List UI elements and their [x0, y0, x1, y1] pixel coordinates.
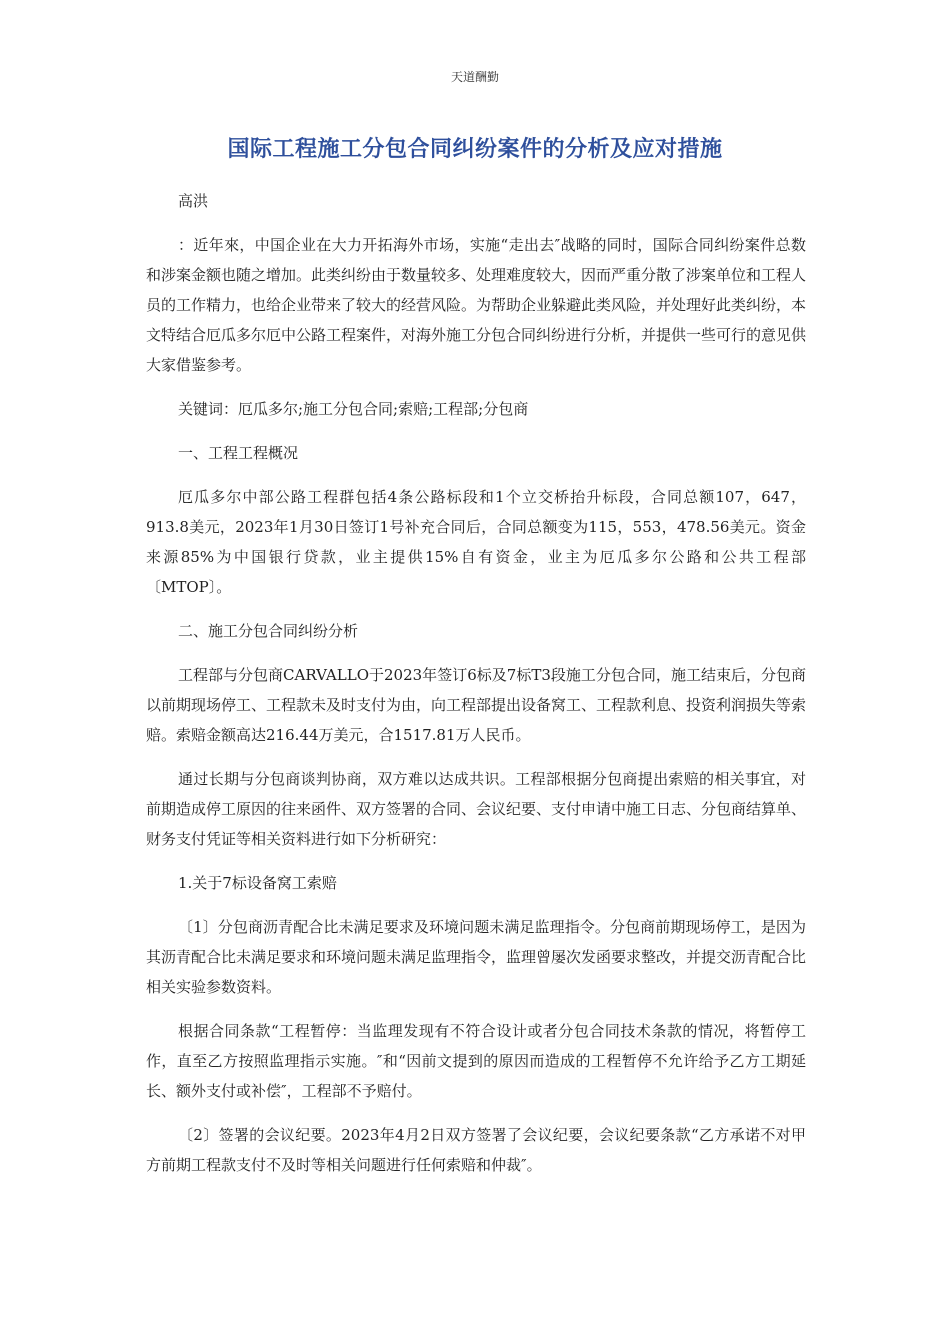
body-paragraph: 〔2〕签署的会议纪要。2023年4月2日双方签署了会议纪要，会议纪要条款“乙方承诺不对甲方前期工程款支付不及时等相关问题进行任何索赔和仲裁″。: [146, 1126, 806, 1174]
section-heading-2: 二、施工分包合同纠纷分析: [178, 622, 359, 640]
subsection-heading: 1.关于7标设备窝工索赔: [178, 874, 337, 892]
author-name: 高洪: [178, 192, 209, 210]
body-paragraph: 根据合同条款“工程暂停：当监理发现有不符合设计或者分包合同技术条款的情况，将暂停工作，直至乙方按照监理指示实施。″和“因前文提到的原因而造成的工程暂停不允许给予乙方工期延长、额外支付或补偿″，工程部不予赔付。: [146, 1022, 806, 1100]
section-heading-1: 一、工程工程概况: [178, 444, 299, 462]
document-title: 国际工程施工分包合同纠纷案件的分析及应对措施: [227, 137, 723, 162]
abstract-paragraph: ：近年來，中国企业在大力开拓海外市场，实施“走出去″战略的同时，国际合同纠纷案件总数和涉案金额也随之增加。此类纠纷由于数量较多、处理难度较大，因而严重分散了涉案单位和工程人员的工作精力，也给企业带来了较大的经营风险。为帮助企业躲避此类风险，并处理好此类纠纷，本文特结合厄瓜多尔厄中公路工程案件，对海外施工分包合同纠纷进行分析，并提供一些可行的意见供大家借鉴参考。: [146, 236, 807, 374]
body-paragraph: 工程部与分包商CARVALLO于2023年签订6标及7标T3段施工分包合同，施工结束后，分包商以前期现场停工、工程款未及时支付为由，向工程部提出设备窝工、工程款利息、投资利润损失等索赔。索赔金额高达216.44万美元，合1517.81万人民币。: [146, 666, 807, 744]
body-paragraph: 厄瓜多尔中部公路工程群包括4条公路标段和1个立交桥抬升标段，合同总额107，647，913.8美元，2023年1月30日签订1号补充合同后，合同总额变为115，553，478.56美元。资金来源85%为中国银行贷款，业主提供15%自有资金，业主为厄瓜多尔公路和公共工程部〔MTOP〕。: [146, 488, 806, 596]
body-paragraph: 通过长期与分包商谈判协商，双方难以达成共识。工程部根据分包商提出索赔的相关事宜，对前期造成停工原因的往来函件、双方签署的合同、会议纪要、支付申请中施工日志、分包商结算单、财务支付凭证等相关资料进行如下分析研究：: [146, 770, 807, 848]
page-header: 天道酬勤: [450, 70, 499, 84]
document-body: [146, 186, 806, 1194]
keywords-line: 关键词：厄瓜多尔;施工分包合同;索赔;工程部;分包商: [178, 400, 529, 418]
body-paragraph: 〔1〕分包商沥青配合比未满足要求及环境问题未满足监理指令。分包商前期现场停工，是因为其沥青配合比未满足要求和环境问题未满足监理指令，监理曾屡次发函要求整改，并提交沥青配合比相关实验参数资料。: [146, 918, 807, 996]
